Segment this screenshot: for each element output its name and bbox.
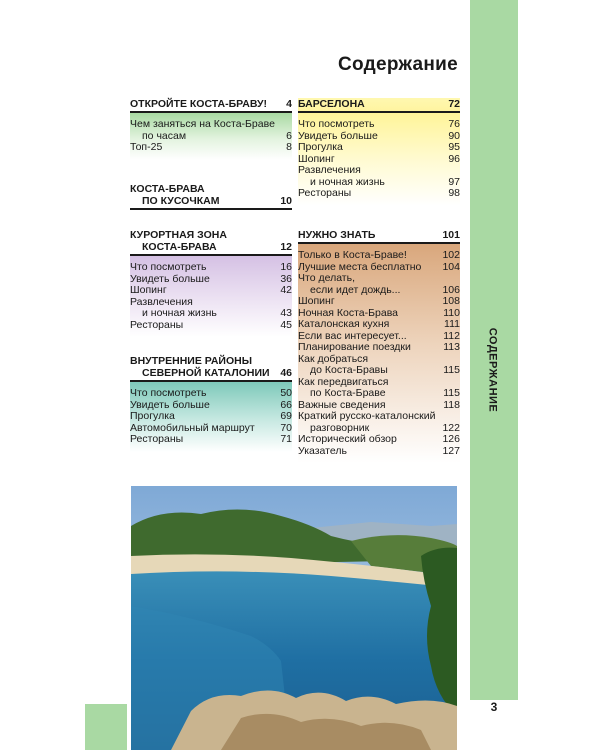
section-title[interactable]: КОСТА-БРАВА ПО КУСОЧКАМ 10 <box>130 183 292 210</box>
toc-entry[interactable]: Шопинг 96 <box>298 152 460 165</box>
toc-entry[interactable]: Каталонская кухня 111 <box>298 318 460 330</box>
section-body <box>130 256 292 337</box>
toc-entry[interactable]: Увидеть больше 66 <box>130 398 292 411</box>
toc-section-in-pieces <box>130 183 292 210</box>
toc-entry[interactable]: Только в Коста-Браве! 102 <box>298 249 460 261</box>
toc-entry[interactable]: Шопинг 42 <box>130 284 292 296</box>
toc-section-need-to-know <box>298 229 460 463</box>
toc-entry[interactable]: Прогулка 95 <box>298 141 460 153</box>
toc-entry[interactable]: Прогулка 69 <box>130 410 292 422</box>
toc-entry[interactable]: Ночная Коста-Брава 110 <box>298 306 460 319</box>
toc-section-resort <box>130 229 292 337</box>
toc-entry[interactable]: Как добраться до Коста-Бравы 115 <box>298 352 460 376</box>
toc-entry[interactable]: Развлечения и ночная жизнь 97 <box>298 164 460 188</box>
toc-entry[interactable]: Автомобильный маршрут 70 <box>130 421 292 434</box>
section-title[interactable]: КУРОРТНАЯ ЗОНА КОСТА-БРАВА 12 <box>130 229 292 256</box>
toc-entry[interactable]: Планирование поездки 113 <box>298 341 460 353</box>
section-body <box>130 382 292 452</box>
toc-entry[interactable]: Топ-25 8 <box>130 141 292 153</box>
toc-entry[interactable]: Как передвигаться по Коста-Браве 115 <box>298 375 460 399</box>
section-title[interactable]: ОТКРОЙТЕ КОСТА-БРАВУ! 4 <box>130 98 292 113</box>
toc-entry[interactable]: Если вас интересует... 112 <box>298 329 460 342</box>
toc-entry[interactable]: Рестораны 98 <box>298 187 460 199</box>
toc-entry[interactable]: Рестораны 71 <box>130 433 292 445</box>
toc-entry[interactable]: Краткий русско-каталонский разговорник 122 <box>298 410 460 434</box>
toc-entry[interactable]: Чем заняться на Коста-Браве по часам 6 <box>130 118 292 142</box>
bottom-left-tab <box>85 704 127 750</box>
toc-entry[interactable]: Что посмотреть 16 <box>130 261 292 273</box>
toc-entry[interactable]: Указатель 127 <box>298 444 460 457</box>
toc-entry[interactable]: Исторический обзор 126 <box>298 433 460 445</box>
toc-entry[interactable]: Увидеть больше 36 <box>130 272 292 285</box>
toc-section-barcelona <box>298 98 460 206</box>
toc-entry[interactable]: Развлечения и ночная жизнь 43 <box>130 295 292 319</box>
page-number: 3 <box>490 700 498 714</box>
toc-section-inland <box>130 355 292 452</box>
page-title: Содержание <box>337 54 458 75</box>
coastal-bay-photo <box>131 486 457 750</box>
section-body <box>130 113 292 160</box>
section-title[interactable]: ВНУТРЕННИЕ РАЙОНЫ СЕВЕРНОЙ КАТАЛОНИИ 46 <box>130 355 292 382</box>
toc-entry[interactable]: Шопинг 108 <box>298 295 460 307</box>
section-body <box>298 244 460 463</box>
toc-entry[interactable]: Что посмотреть 76 <box>298 118 460 130</box>
section-body <box>298 113 460 206</box>
sidebar-label-text: СОДЕРЖАНИЕ <box>486 327 498 413</box>
toc-entry[interactable]: Что делать, если идет дождь... 106 <box>298 272 460 296</box>
section-title[interactable]: БАРСЕЛОНА 72 <box>298 98 460 113</box>
toc-section-costa-brava <box>130 98 292 160</box>
toc-entry[interactable]: Важные сведения 118 <box>298 398 460 411</box>
toc-entry[interactable]: Что посмотреть 50 <box>130 387 292 399</box>
sidebar-label <box>480 300 504 440</box>
toc-entry[interactable]: Увидеть больше 90 <box>298 129 460 142</box>
toc-entry[interactable]: Рестораны 45 <box>130 318 292 331</box>
toc-entry[interactable]: Лучшие места бесплатно 104 <box>298 260 460 273</box>
section-title[interactable]: НУЖНО ЗНАТЬ 101 <box>298 229 460 244</box>
